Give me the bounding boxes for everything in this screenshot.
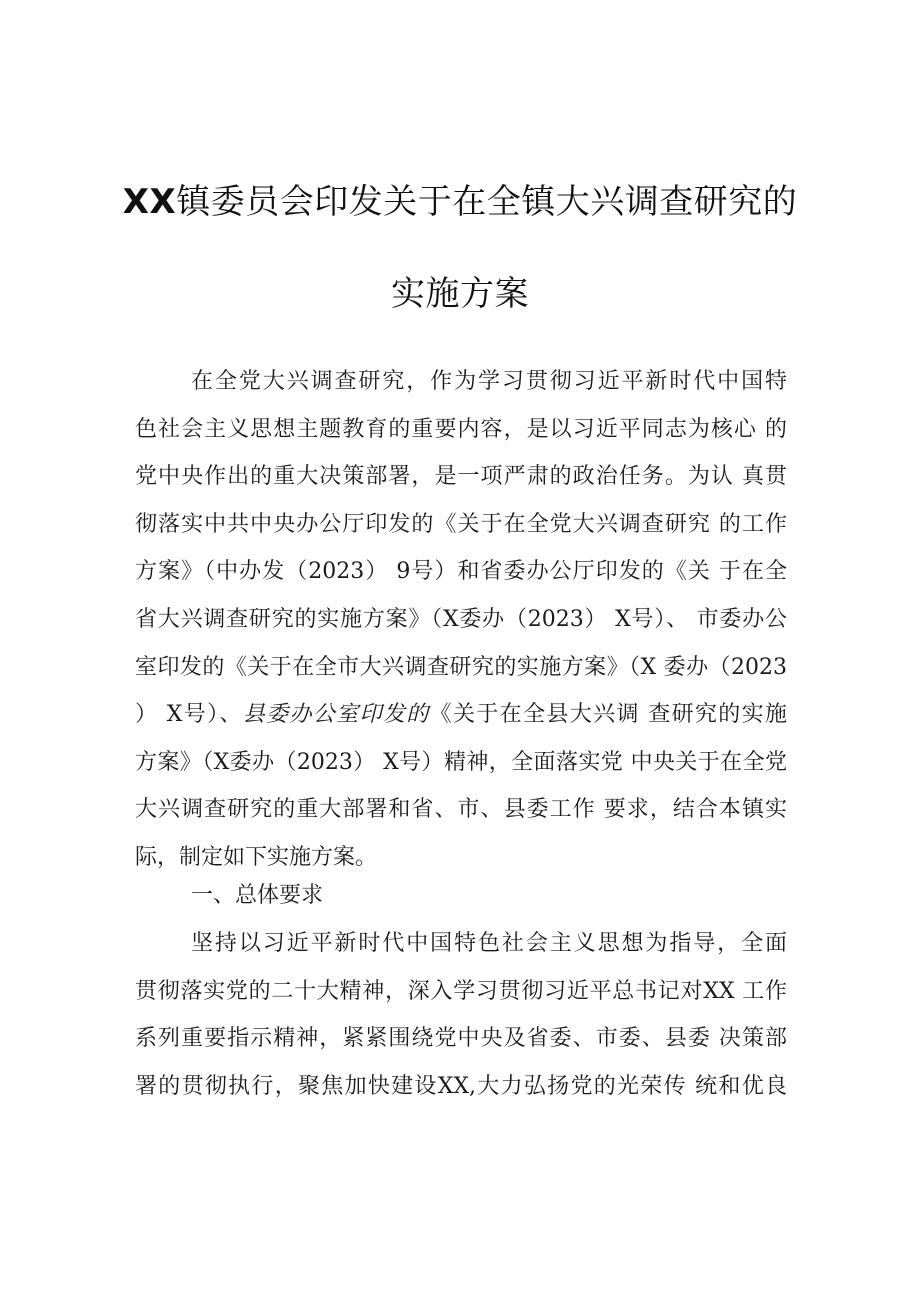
paragraph-line: 系列重要指示精神，紧紧围绕党中央及省委、市委、县委 决策部 <box>135 1026 787 1052</box>
paragraph-segment-italic: 县委办公室印发的 <box>242 702 430 728</box>
title-main: 镇委员会印发关于在全镇大兴调查研究的 <box>176 182 798 222</box>
paragraph-segment: ） X号）、 <box>135 702 243 728</box>
paragraph-line: 室印发的《关于在全市大兴调查研究的实施方案》（X 委办（2023 <box>135 654 787 680</box>
document-title-line-2: 实施方案 <box>391 274 529 314</box>
paragraph-line: 色社会主义思想主题教育的重要内容，是以习近平同志为核心 的 <box>135 416 787 442</box>
paragraph-line: 彻落实中共中央办公厅印发的《关于在全党大兴调查研究 的工作 <box>135 511 787 537</box>
paragraph-line: 省大兴调查研究的实施方案》（X委办（2023） X号）、 市委办公 <box>135 606 787 632</box>
paragraph-line: 际，制定如下实施方案。 <box>135 844 378 870</box>
paragraph-intro <box>135 358 787 882</box>
paragraph-line-mixed <box>135 691 787 739</box>
section-heading: 一、总体要求 <box>191 883 324 908</box>
paragraph-line: 在全党大兴调查研究，作为学习贯彻习近平新时代中国特 <box>191 369 787 394</box>
paragraph-line: 署的贯彻执行，聚焦加快建设XX,大力弘扬党的光荣传 统和优良 <box>135 1073 788 1099</box>
paragraph-segment: 《关于在全县大兴调 查研究的实施 <box>429 702 787 728</box>
section-heading-container <box>135 872 787 920</box>
paragraph-line: 方案》（X委办（2023） X号）精神，全面落实党 中央关于在全党 <box>135 749 787 775</box>
paragraph-line: 大兴调查研究的重大部署和省、市、县委工作 要求，结合本镇实 <box>135 797 787 823</box>
paragraph-line: 贯彻落实党的二十大精神，深入学习贯彻习近平总书记对XX 工作 <box>135 978 787 1004</box>
document-title-line-1 <box>0 174 920 223</box>
title-prefix: XX <box>122 182 177 222</box>
paragraph-line: 方案》（中办发（2023） 9号）和省委办公厅印发的《关 于在全 <box>135 559 787 585</box>
paragraph-general-requirements <box>135 920 787 1110</box>
paragraph-line: 党中央作出的重大决策部署，是一项严肃的政治任务。为认 真贯 <box>135 464 787 490</box>
paragraph-line: 坚持以习近平新时代中国特色社会主义思想为指导，全面 <box>191 931 787 956</box>
